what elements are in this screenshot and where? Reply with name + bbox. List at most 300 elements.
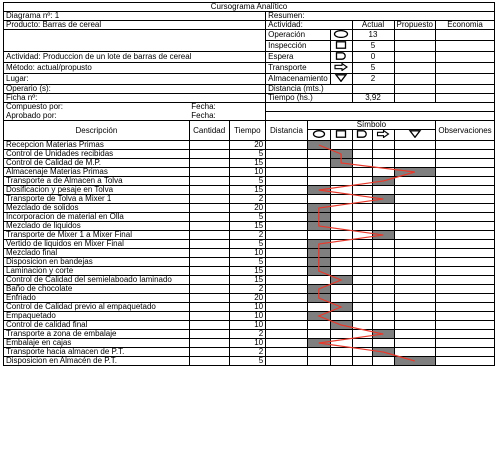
symbol-cell [330, 195, 352, 204]
activity-row [4, 159, 495, 168]
activity-time: 5 [229, 150, 266, 159]
symbol-cell [394, 258, 435, 267]
summary-actual-value: 5 [352, 41, 394, 52]
activity-time: 20 [229, 294, 266, 303]
activity-distance [266, 249, 308, 258]
activity-observation [435, 222, 494, 231]
activity-distance [266, 267, 308, 276]
symbol-cell [373, 186, 394, 195]
activity-description: Mezclado de solidos [4, 204, 190, 213]
symbol-cell [394, 276, 435, 285]
activity-observation [435, 141, 494, 150]
symbol-cell [352, 267, 373, 276]
d-shape-icon [330, 52, 352, 63]
symbol-cell [330, 141, 352, 150]
composed-by-label: Compuesto por: [4, 103, 190, 112]
col-observations: Observaciones [435, 121, 494, 141]
activity-observation [435, 204, 494, 213]
activity-description: Embalaje en cajas [4, 339, 190, 348]
summary-actual-value: 13 [352, 30, 394, 41]
symbol-cell [330, 339, 352, 348]
method: Método: actual/propusto [4, 63, 266, 74]
header-square-icon [330, 130, 352, 141]
activity-distance [266, 276, 308, 285]
summary-actual-value: 5 [352, 63, 394, 74]
symbol-cell [307, 303, 330, 312]
symbol-mark [394, 168, 435, 177]
symbol-cell [352, 357, 373, 366]
activity-distance [266, 141, 308, 150]
symbol-mark [330, 159, 352, 168]
summary-economy-value [435, 85, 494, 94]
activity-quantity [189, 312, 229, 321]
summary-proposed-value [394, 30, 435, 41]
symbol-mark [307, 186, 330, 195]
activity-distance [266, 168, 308, 177]
activity-time: 5 [229, 177, 266, 186]
activity-row [4, 141, 495, 150]
summary-actual-value [352, 85, 394, 94]
symbol-cell [352, 150, 373, 159]
summary-label: Distancia (mts.) [266, 85, 352, 94]
symbol-cell [352, 141, 373, 150]
summary-economy-value [435, 30, 494, 41]
symbol-mark [307, 213, 330, 222]
activity-row [4, 213, 495, 222]
header-d-shape-icon [352, 130, 373, 141]
summary-label: Transporte [266, 63, 331, 74]
symbol-cell [352, 294, 373, 303]
activity-time: 15 [229, 267, 266, 276]
activity-distance [266, 330, 308, 339]
symbol-cell [373, 240, 394, 249]
symbol-cell [352, 204, 373, 213]
symbol-cell [394, 267, 435, 276]
activity-observation [435, 285, 494, 294]
symbol-cell [373, 222, 394, 231]
header-arrow-right-icon [373, 130, 394, 141]
summary-proposed-value [394, 63, 435, 74]
activity-time: 15 [229, 159, 266, 168]
activity-distance [266, 348, 308, 357]
symbol-cell [330, 267, 352, 276]
symbol-cell [330, 285, 352, 294]
summary-proposed-value [394, 41, 435, 52]
arrow-right-icon [330, 63, 352, 74]
symbol-mark [330, 303, 352, 312]
symbol-cell [373, 357, 394, 366]
activity-quantity [189, 357, 229, 366]
place: Lugar: [4, 74, 266, 85]
symbol-cell [330, 186, 352, 195]
activity-time: 20 [229, 141, 266, 150]
summary-label: Espera [266, 52, 331, 63]
symbol-cell [352, 276, 373, 285]
product-name: Producto: Barras de cereal [4, 21, 266, 30]
circle-icon [330, 30, 352, 41]
symbol-cell [352, 303, 373, 312]
summary-economy-value [435, 52, 494, 63]
activity-quantity [189, 168, 229, 177]
activity-observation [435, 177, 494, 186]
approved-date-label: Fecha: [189, 112, 265, 121]
activity-distance [266, 285, 308, 294]
symbol-cell [307, 168, 330, 177]
activity-description: Disposicion en Almacén de P.T. [4, 357, 190, 366]
activity-time: 15 [229, 222, 266, 231]
symbol-mark [373, 195, 394, 204]
symbol-cell [394, 222, 435, 231]
activity-quantity [189, 303, 229, 312]
symbol-cell [352, 159, 373, 168]
activity-row [4, 186, 495, 195]
activity-time: 10 [229, 249, 266, 258]
symbol-cell [373, 294, 394, 303]
summary-actual-value: 0 [352, 52, 394, 63]
activity-description: Empaquetado [4, 312, 190, 321]
activity-row [4, 357, 495, 366]
activity-distance [266, 240, 308, 249]
activity-description: Control de Unidades recibidas [4, 150, 190, 159]
activity-time: 5 [229, 357, 266, 366]
symbol-mark [307, 267, 330, 276]
summary-proposed-value [394, 94, 435, 103]
activity-distance [266, 177, 308, 186]
operators: Operario (s): [4, 85, 266, 94]
activity-description: Laminacion y corte [4, 267, 190, 276]
activity-description: Baño de chocolate [4, 285, 190, 294]
approved-by-label: Aprobado por: [4, 112, 190, 121]
activity-time: 10 [229, 168, 266, 177]
symbol-cell [373, 321, 394, 330]
activity-time: 2 [229, 348, 266, 357]
symbol-cell [394, 312, 435, 321]
diagram-number: Diagrama nº: 1 [4, 12, 266, 21]
activity-row [4, 150, 495, 159]
activity-quantity [189, 159, 229, 168]
activity-description: Incorporacion de material en Olla [4, 213, 190, 222]
symbol-cell [352, 177, 373, 186]
activity-time: 10 [229, 303, 266, 312]
symbol-cell [352, 258, 373, 267]
summary-actual-value: 3,92 [352, 94, 394, 103]
symbol-cell [394, 204, 435, 213]
symbol-cell [307, 195, 330, 204]
symbol-mark [330, 276, 352, 285]
symbol-mark [330, 150, 352, 159]
activity-distance [266, 150, 308, 159]
symbol-cell [330, 168, 352, 177]
activity-time: 2 [229, 231, 266, 240]
symbol-cell [394, 294, 435, 303]
symbol-cell [330, 213, 352, 222]
activity-row [4, 303, 495, 312]
symbol-cell [373, 249, 394, 258]
header-circle-icon [307, 130, 330, 141]
activity-row [4, 204, 495, 213]
activity-time: 2 [229, 330, 266, 339]
summary-proposed-value [394, 52, 435, 63]
symbol-mark [307, 204, 330, 213]
activity-observation [435, 321, 494, 330]
activity-distance [266, 303, 308, 312]
activity-row [4, 177, 495, 186]
activity-description: Transporte a zona de embalaje [4, 330, 190, 339]
symbol-cell [394, 249, 435, 258]
activity-description: Vertido de liquidos en Mixer Final [4, 240, 190, 249]
activity-row [4, 231, 495, 240]
summary-economy-value [435, 94, 494, 103]
activity-description: Enfriado [4, 294, 190, 303]
symbol-cell [373, 267, 394, 276]
symbol-mark [373, 330, 394, 339]
symbol-cell [352, 312, 373, 321]
symbol-cell [373, 204, 394, 213]
symbol-cell [330, 258, 352, 267]
activity-observation [435, 312, 494, 321]
symbol-cell [352, 240, 373, 249]
activity-quantity [189, 177, 229, 186]
activity-row [4, 312, 495, 321]
activity-row [4, 294, 495, 303]
activity-description: Recepcion Materias Primas [4, 141, 190, 150]
symbol-cell [373, 168, 394, 177]
symbol-cell [394, 159, 435, 168]
activity-time: 2 [229, 285, 266, 294]
activity-row [4, 285, 495, 294]
activity-observation [435, 267, 494, 276]
symbol-cell [352, 195, 373, 204]
summary-label: Operación [266, 30, 331, 41]
symbol-mark [307, 258, 330, 267]
activity-quantity [189, 204, 229, 213]
summary-col-actual: Actual [352, 21, 394, 30]
activity-distance [266, 231, 308, 240]
activity-description: Transporte de Mixer 1 a Mixer Final [4, 231, 190, 240]
summary-economy-value [435, 74, 494, 85]
activity-distance [266, 321, 308, 330]
activity-row [4, 240, 495, 249]
summary-col-activity: Actividad: [266, 21, 352, 30]
symbol-cell [394, 339, 435, 348]
activity-time: 10 [229, 312, 266, 321]
activity-distance [266, 195, 308, 204]
activity-time: 5 [229, 240, 266, 249]
summary-economy-value [435, 63, 494, 74]
activity-row [4, 267, 495, 276]
activity-observation [435, 330, 494, 339]
symbol-cell [352, 285, 373, 294]
symbol-cell [352, 186, 373, 195]
symbol-cell [352, 330, 373, 339]
activity-quantity [189, 294, 229, 303]
symbol-cell [307, 231, 330, 240]
symbol-cell [394, 186, 435, 195]
col-symbol: Símbolo [307, 121, 435, 130]
activity-description: Almacenaje Materias Primas [4, 168, 190, 177]
activity-time: 15 [229, 186, 266, 195]
activity-time: 20 [229, 204, 266, 213]
activity-quantity [189, 276, 229, 285]
symbol-mark [373, 348, 394, 357]
activity-description: Actividad: Produccion de un lote de barras de cereal [4, 52, 266, 63]
symbol-cell [373, 285, 394, 294]
col-quantity: Cantidad [189, 121, 229, 141]
summary-col-proposed: Propuesto [394, 21, 435, 30]
symbol-cell [394, 285, 435, 294]
activity-row [4, 348, 495, 357]
summary-col-economy: Economia [435, 21, 494, 30]
sheet-number: Ficha nº: [4, 94, 266, 103]
activity-row [4, 276, 495, 285]
activity-observation [435, 294, 494, 303]
col-distance: Distancia [266, 121, 308, 141]
symbol-cell [352, 213, 373, 222]
symbol-mark [307, 222, 330, 231]
col-time: Tiempo [229, 121, 266, 141]
activity-quantity [189, 141, 229, 150]
symbol-cell [330, 312, 352, 321]
activity-observation [435, 168, 494, 177]
symbol-mark [307, 141, 330, 150]
summary-proposed-value [394, 85, 435, 94]
symbol-cell [352, 321, 373, 330]
symbol-cell [352, 249, 373, 258]
symbol-cell [330, 222, 352, 231]
symbol-cell [373, 159, 394, 168]
activity-observation [435, 276, 494, 285]
activity-description: Control de calidad final [4, 321, 190, 330]
summary-label: Tiempo (hs.) [266, 94, 352, 103]
symbol-cell [373, 339, 394, 348]
activity-quantity [189, 240, 229, 249]
symbol-cell [307, 330, 330, 339]
activity-quantity [189, 222, 229, 231]
chart-title: Cursograma Analítico [4, 3, 495, 12]
symbol-cell [394, 177, 435, 186]
activity-distance [266, 204, 308, 213]
activity-distance [266, 186, 308, 195]
activity-quantity [189, 330, 229, 339]
symbol-cell [330, 357, 352, 366]
activity-quantity [189, 321, 229, 330]
activity-description: Control de Calidad del semielaboado laminado [4, 276, 190, 285]
symbol-cell [373, 258, 394, 267]
symbol-cell [394, 213, 435, 222]
activity-distance [266, 357, 308, 366]
symbol-cell [330, 177, 352, 186]
activity-row [4, 339, 495, 348]
activity-distance [266, 339, 308, 348]
symbol-cell [307, 321, 330, 330]
activity-row [4, 321, 495, 330]
activity-quantity [189, 213, 229, 222]
symbol-cell [330, 204, 352, 213]
activity-row [4, 330, 495, 339]
activity-description: Control de Calidad de M.P. [4, 159, 190, 168]
symbol-cell [352, 231, 373, 240]
symbol-cell [373, 213, 394, 222]
triangle-down-icon [330, 74, 352, 85]
activity-row [4, 258, 495, 267]
activity-description: Transporte de Tolva a Mixer 1 [4, 195, 190, 204]
symbol-cell [394, 195, 435, 204]
activity-description: Dosificacion y pesaje en Tolva [4, 186, 190, 195]
composed-date-label: Fecha: [189, 103, 265, 112]
symbol-cell [394, 348, 435, 357]
symbol-cell [394, 240, 435, 249]
activity-quantity [189, 267, 229, 276]
activity-quantity [189, 150, 229, 159]
square-icon [330, 41, 352, 52]
activity-observation [435, 348, 494, 357]
symbol-cell [394, 231, 435, 240]
activity-distance [266, 222, 308, 231]
symbol-cell [307, 276, 330, 285]
symbol-cell [394, 321, 435, 330]
symbol-cell [373, 150, 394, 159]
process-chart-table [3, 2, 495, 366]
activity-distance [266, 159, 308, 168]
symbol-cell [394, 150, 435, 159]
activity-description: Mezclado de liquidos [4, 222, 190, 231]
symbol-mark [373, 177, 394, 186]
symbol-cell [330, 240, 352, 249]
activity-distance [266, 312, 308, 321]
col-description: Descripción [4, 121, 190, 141]
activity-quantity [189, 249, 229, 258]
activity-quantity [189, 231, 229, 240]
symbol-mark [307, 240, 330, 249]
symbol-cell [394, 141, 435, 150]
symbol-cell [373, 276, 394, 285]
symbol-cell [307, 150, 330, 159]
symbol-cell [307, 348, 330, 357]
activity-description: Transporte a de Almacen a Tolva [4, 177, 190, 186]
symbol-mark [330, 321, 352, 330]
symbol-cell [307, 357, 330, 366]
symbol-cell [352, 339, 373, 348]
activity-time: 10 [229, 339, 266, 348]
summary-proposed-value [394, 74, 435, 85]
activity-row [4, 222, 495, 231]
activity-observation [435, 186, 494, 195]
activity-description: Transporte hacia almacen de P.T. [4, 348, 190, 357]
activity-observation [435, 231, 494, 240]
symbol-mark [394, 357, 435, 366]
activity-observation [435, 258, 494, 267]
symbol-mark [307, 339, 330, 348]
activity-row [4, 195, 495, 204]
summary-title: Resumen: [266, 12, 495, 21]
activity-observation [435, 159, 494, 168]
activity-observation [435, 150, 494, 159]
summary-economy-value [435, 41, 494, 52]
summary-label: Inspección [266, 41, 331, 52]
activity-row [4, 168, 495, 177]
activity-quantity [189, 195, 229, 204]
process-chart-sheet [3, 2, 495, 366]
symbol-mark [307, 249, 330, 258]
symbol-cell [373, 141, 394, 150]
activity-time: 10 [229, 321, 266, 330]
symbol-cell [373, 303, 394, 312]
symbol-cell [352, 222, 373, 231]
symbol-mark [307, 294, 330, 303]
summary-label: Almacenamiento [266, 74, 331, 85]
activity-quantity [189, 285, 229, 294]
activity-quantity [189, 186, 229, 195]
